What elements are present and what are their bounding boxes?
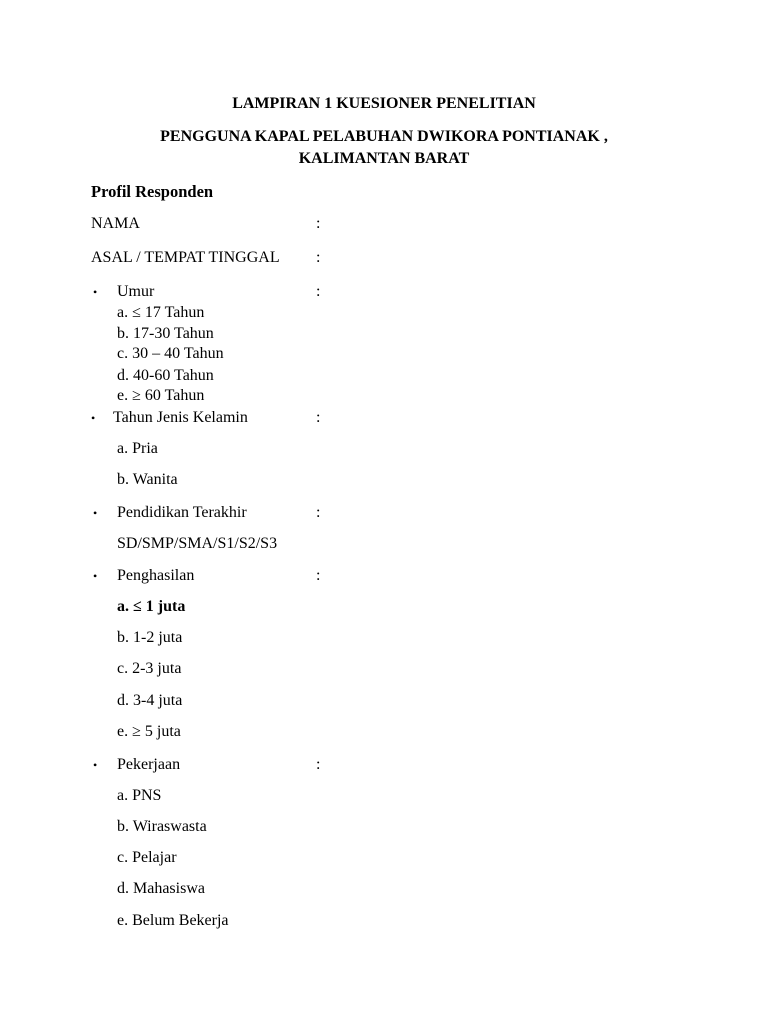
- option-penghasilan-d: d. 3-4 juta: [117, 692, 183, 709]
- bullet-icon: •: [93, 758, 98, 772]
- option-pekerjaan-e: e. Belum Bekerja: [117, 912, 229, 929]
- question-label-umur: Umur: [117, 283, 155, 300]
- colon: :: [316, 249, 321, 266]
- colon: :: [316, 504, 321, 521]
- option-umur-d: d. 40-60 Tahun: [117, 367, 214, 384]
- option-pekerjaan-a: a. PNS: [117, 787, 162, 804]
- field-label-nama: NAMA: [91, 215, 140, 232]
- field-label-asal: ASAL / TEMPAT TINGGAL: [91, 249, 280, 266]
- bullet-icon: •: [93, 569, 98, 583]
- colon: :: [316, 283, 321, 300]
- option-umur-e: e. ≥ 60 Tahun: [117, 387, 205, 404]
- option-penghasilan-b: b. 1-2 juta: [117, 629, 183, 646]
- question-label-penghasilan: Penghasilan: [117, 567, 195, 584]
- option-umur-c: c. 30 – 40 Tahun: [117, 345, 224, 362]
- bullet-icon: •: [91, 411, 96, 425]
- option-jenis-kelamin-a: a. Pria: [117, 440, 158, 457]
- question-label-pendidikan: Pendidikan Terakhir: [117, 504, 247, 521]
- colon: :: [316, 215, 321, 232]
- colon: :: [316, 409, 321, 426]
- question-label-pekerjaan: Pekerjaan: [117, 756, 181, 773]
- subtitle-line-1: PENGGUNA KAPAL PELABUHAN DWIKORA PONTIANAK ,: [160, 128, 608, 145]
- section-title: Profil Responden: [91, 182, 214, 201]
- option-penghasilan-a: a. ≤ 1 juta: [117, 598, 186, 615]
- option-umur-a: a. ≤ 17 Tahun: [117, 304, 205, 321]
- option-pekerjaan-d: d. Mahasiswa: [117, 880, 205, 897]
- option-jenis-kelamin-b: b. Wanita: [117, 471, 178, 488]
- question-label-jenis-kelamin: Tahun Jenis Kelamin: [113, 409, 248, 426]
- option-pekerjaan-c: c. Pelajar: [117, 849, 177, 866]
- option-pekerjaan-b: b. Wiraswasta: [117, 818, 207, 835]
- subtitle-line-2: KALIMANTAN BARAT: [298, 150, 470, 167]
- bullet-icon: •: [93, 506, 98, 520]
- option-umur-b: b. 17-30 Tahun: [117, 325, 214, 342]
- document-subtitle: [0, 126, 768, 170]
- bullet-icon: •: [93, 285, 98, 299]
- document-title: LAMPIRAN 1 KUESIONER PENELITIAN: [232, 95, 536, 112]
- colon: :: [316, 756, 321, 773]
- option-pendidikan: SD/SMP/SMA/S1/S2/S3: [117, 535, 278, 552]
- option-penghasilan-c: c. 2-3 juta: [117, 660, 182, 677]
- colon: :: [316, 567, 321, 584]
- option-penghasilan-e: e. ≥ 5 juta: [117, 723, 181, 740]
